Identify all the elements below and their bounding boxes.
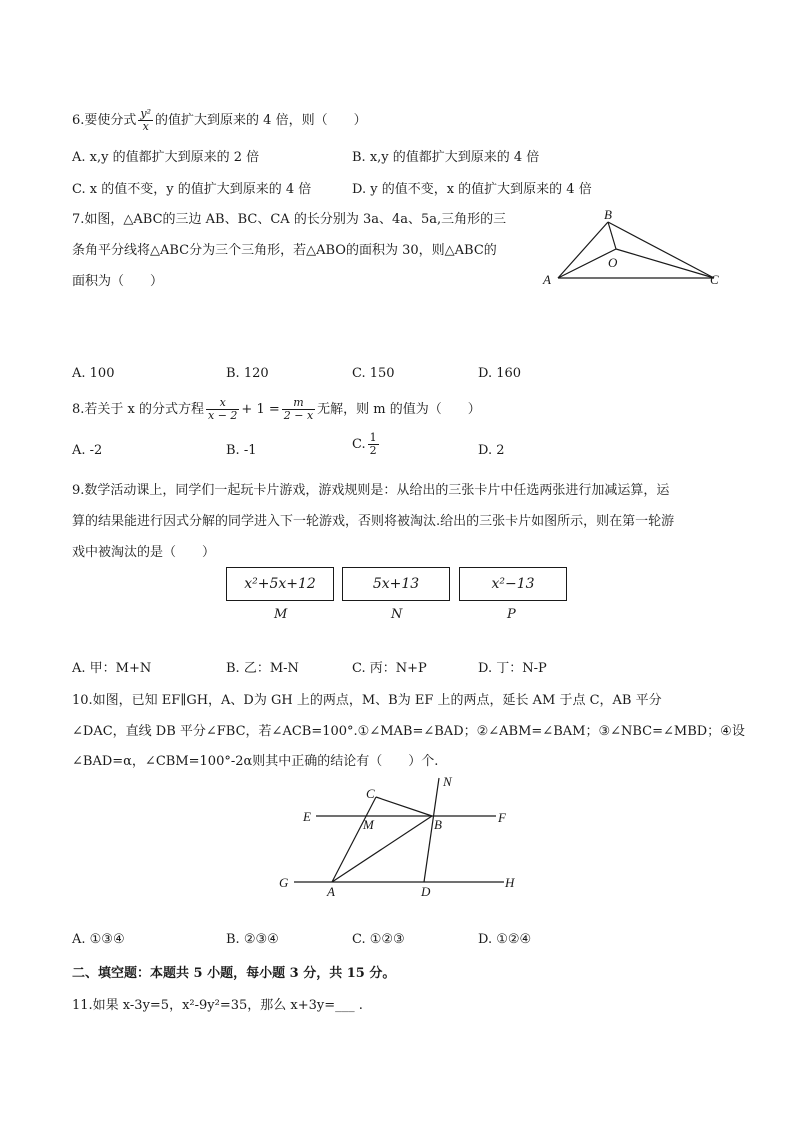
q7-option-d: D. 160 [478, 366, 522, 381]
q10-label-a: A [327, 884, 335, 899]
q7-label-o: O [608, 255, 618, 270]
q10-label-f: F [498, 810, 506, 825]
q7-option-b: B. 120 [226, 366, 269, 381]
q7-side-bc [608, 222, 714, 278]
q6-stem [72, 108, 367, 133]
q6-frac-num: y² [140, 107, 152, 120]
q10-option-b: B. ②③④ [226, 932, 279, 947]
q9-card-label-m: M [274, 607, 288, 622]
q6-option-d: D. y 的值不变，x 的值扩大到原来的 4 倍 [352, 182, 592, 197]
q9-line-1: 9.数学活动课上，同学们一起玩卡片游戏，游戏规则是：从给出的三张卡片中任选两张进行加减运算，运 [72, 483, 670, 498]
q9-option-d: D. 丁：N-P [478, 661, 547, 676]
q9-card-n: 5x+13 [342, 567, 450, 601]
q8-option-b: B. -1 [226, 443, 257, 458]
q8-fraction-right [282, 397, 315, 422]
q8-option-a: A. -2 [72, 443, 103, 458]
q9-card-label-n: N [391, 607, 403, 622]
q6-option-b: B. x,y 的值都扩大到原来的 4 倍 [352, 150, 540, 165]
q8-fraction-left [206, 397, 239, 422]
q7-side-ab [558, 222, 608, 278]
q6-stem-end: 的值扩大到原来的 4 倍，则（ ） [155, 113, 367, 128]
q10-segment-cb [376, 797, 432, 816]
q10-line-1: 10.如图，已知 EF∥GH，A、D为 GH 上的两点，M、B为 EF 上的两点，延长 AM 于点 C，AB 平分 [72, 693, 662, 708]
q10-label-e: E [303, 809, 311, 824]
q7-line-1: 7.如图，△ABC的三边 AB、BC、CA 的长分别为 3a、4a、5a,三角形的三 [72, 212, 507, 227]
q6-fraction [138, 108, 153, 133]
q7-label-c: C [710, 272, 719, 287]
q9-option-a: A. 甲：M+N [72, 661, 152, 676]
section-fill-in-title: 二、填空题：本题共 5 小题，每小题 3 分，共 15 分。 [72, 966, 396, 981]
q10-option-c: C. ①②③ [352, 932, 405, 947]
q7-option-c: C. 150 [352, 366, 395, 381]
q10-line-2: ∠DAC，直线 DB 平分∠FBC，若∠ACB=100°.①∠MAB=∠BAD；②∠ABM=∠BAM；③∠NBC=∠MBD；④设 [72, 724, 745, 739]
q9-line-3: 戏中被淘汰的是（ ） [72, 545, 216, 560]
q10-segment-ab [332, 816, 432, 882]
q10-label-b: B [434, 817, 442, 832]
q8-option-c [352, 432, 381, 457]
q7-triangle-figure [538, 206, 728, 292]
q7-option-a: A. 100 [72, 366, 115, 381]
q8-frac2-den: 2 − x [283, 409, 314, 422]
q6-option-c: C. x 的值不变，y 的值扩大到原来的 4 倍 [72, 182, 312, 197]
q9-option-b: B. 乙：M-N [226, 661, 299, 676]
q8-frac2-num: m [282, 397, 315, 410]
q8-plus-one: + 1 = [241, 402, 280, 417]
q8-opt-c-num: 1 [369, 431, 377, 444]
q10-label-d: D [421, 884, 431, 899]
q9-option-c: C. 丙：N+P [352, 661, 427, 676]
q7-bisector-co [616, 249, 714, 278]
q6-frac-den: x [142, 120, 149, 133]
q10-label-m: M [363, 817, 374, 832]
q9-card-m: x²+5x+12 [226, 567, 334, 601]
q10-line-3: ∠BAD=α，∠CBM=100°-2α则其中正确的结论有（ ）个. [72, 754, 439, 769]
q10-label-n: N [443, 774, 452, 789]
q8-stem-text: 8.若关于 x 的分式方程 [72, 402, 204, 417]
q7-line-3: 面积为（ ） [72, 274, 164, 289]
q10-label-c: C [366, 786, 375, 801]
q10-parallel-lines-figure [272, 772, 522, 900]
q10-option-a: A. ①③④ [72, 932, 125, 947]
q10-option-d: D. ①②④ [478, 932, 532, 947]
q11-stem: 11.如果 x-3y=5，x²-9y²=35，那么 x+3y=___ . [72, 998, 363, 1013]
q8-frac1-den: x − 2 [208, 409, 238, 422]
q10-label-h: H [505, 875, 515, 890]
q7-line-2: 条角平分线将△ABC分为三个三角形，若△ABO的面积为 30，则△ABC的 [72, 243, 497, 258]
q7-label-b: B [604, 207, 612, 222]
q6-stem-text: 6.要使分式 [72, 113, 137, 128]
q8-stem [72, 397, 481, 422]
q6-option-a: A. x,y 的值都扩大到原来的 2 倍 [72, 150, 260, 165]
q7-label-a: A [543, 272, 551, 287]
q10-segment-ac [332, 797, 376, 882]
q8-option-c-fraction [368, 432, 379, 457]
q8-frac1-num: x [206, 397, 239, 410]
q9-card-label-p: P [507, 607, 516, 622]
q8-stem-end: 无解，则 m 的值为（ ） [317, 402, 481, 417]
q9-card-p: x²−13 [459, 567, 567, 601]
q8-opt-c-den: 2 [369, 444, 377, 457]
q9-line-2: 算的结果能进行因式分解的同学进入下一轮游戏，否则将被淘汰.给出的三张卡片如图所示，则在第一轮游 [72, 514, 675, 529]
q8-option-d: D. 2 [478, 443, 505, 458]
q10-label-g: G [279, 875, 289, 890]
q8-option-c-letter: C. [352, 437, 366, 452]
